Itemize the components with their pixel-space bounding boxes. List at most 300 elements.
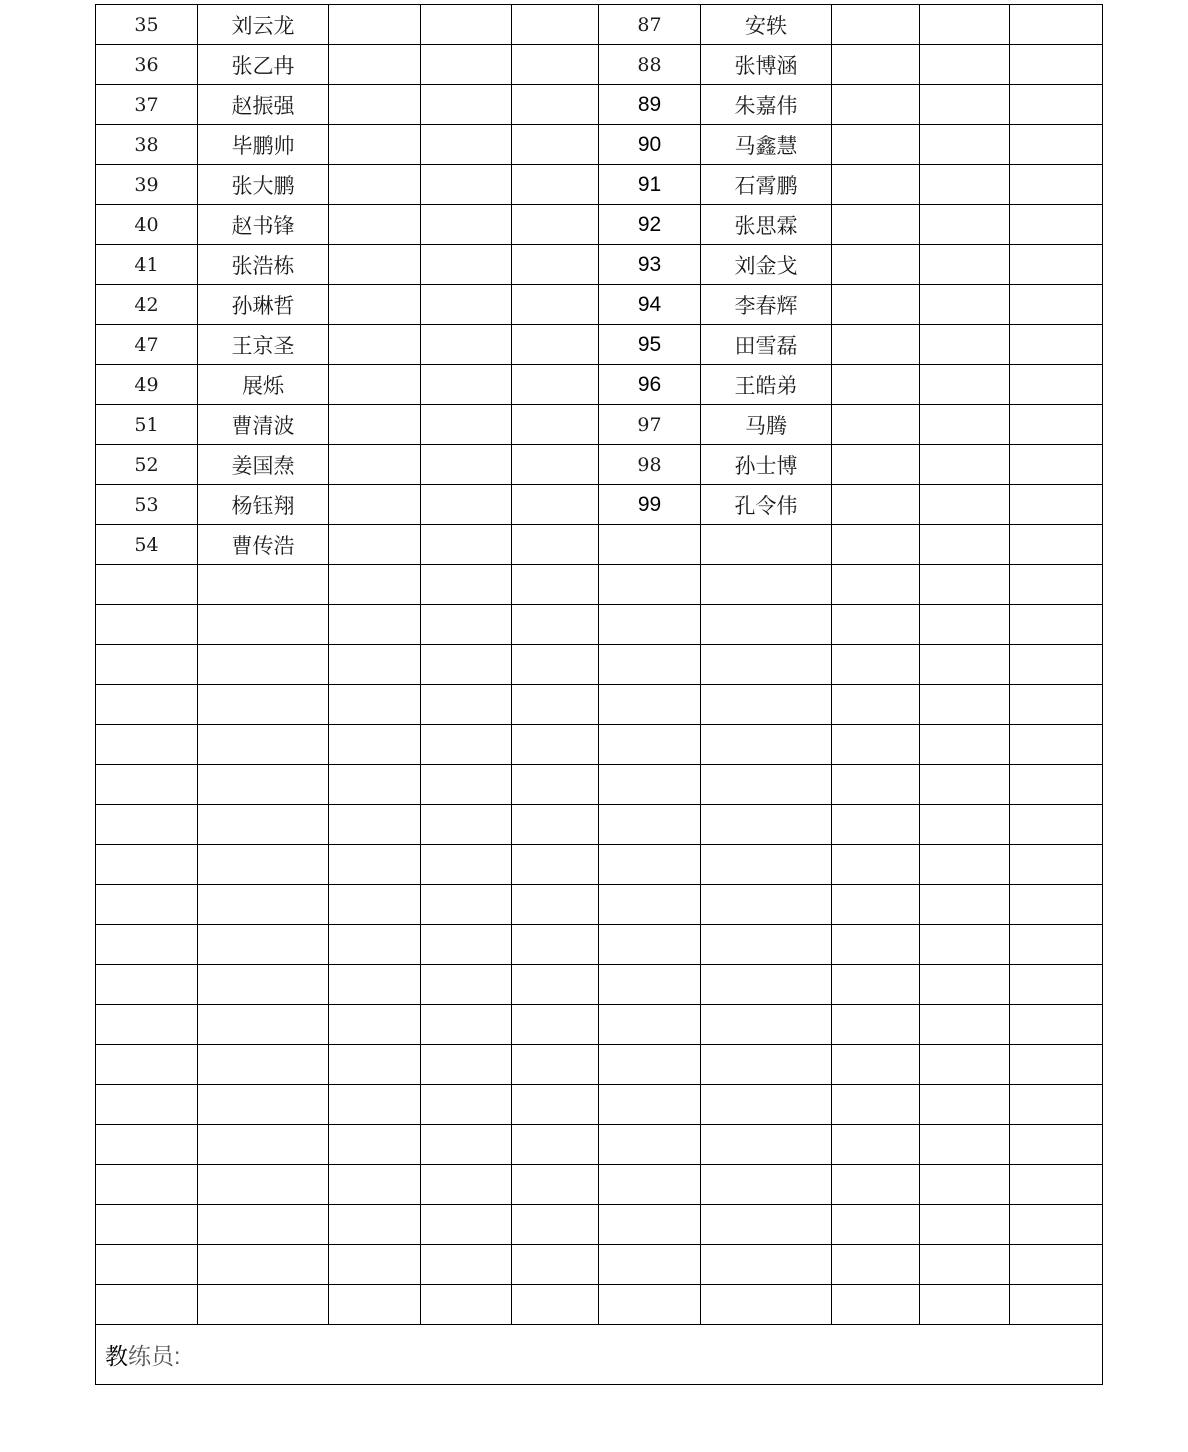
roster-table (95, 4, 1103, 1385)
player-name: 曹传浩 (198, 525, 329, 565)
player-name: 张大鹏 (198, 165, 329, 205)
empty-cell (96, 1085, 198, 1125)
player-name: 张思霖 (701, 205, 832, 245)
empty-cell (920, 1205, 1010, 1245)
empty-cell (421, 885, 512, 925)
empty-cell (329, 245, 421, 285)
empty-cell (832, 925, 920, 965)
table-row (96, 605, 1103, 645)
empty-cell (512, 845, 599, 885)
empty-cell (421, 725, 512, 765)
table-row (96, 325, 1103, 365)
empty-cell (512, 965, 599, 1005)
empty-cell (701, 645, 832, 685)
player-name: 张博涵 (701, 45, 832, 85)
empty-cell (599, 805, 701, 845)
player-name: 姜国焘 (198, 445, 329, 485)
empty-cell (1010, 485, 1103, 525)
empty-cell (920, 1245, 1010, 1285)
empty-cell (421, 45, 512, 85)
empty-cell (512, 45, 599, 85)
empty-cell (96, 1045, 198, 1085)
empty-cell (329, 445, 421, 485)
empty-cell (832, 1125, 920, 1165)
empty-cell (512, 1085, 599, 1125)
empty-cell (1010, 1245, 1103, 1285)
table-row (96, 925, 1103, 965)
empty-cell (329, 325, 421, 365)
empty-cell (1010, 645, 1103, 685)
empty-cell (1010, 365, 1103, 405)
empty-cell (512, 485, 599, 525)
empty-cell (512, 5, 599, 45)
empty-cell (329, 365, 421, 405)
empty-cell (512, 1245, 599, 1285)
empty-cell (329, 565, 421, 605)
player-number: 90 (599, 125, 701, 165)
empty-cell (1010, 125, 1103, 165)
empty-cell (920, 725, 1010, 765)
player-number: 88 (599, 45, 701, 85)
empty-cell (329, 965, 421, 1005)
empty-cell (512, 565, 599, 605)
empty-cell (512, 85, 599, 125)
table-row (96, 205, 1103, 245)
empty-cell (832, 765, 920, 805)
empty-cell (1010, 1205, 1103, 1245)
empty-cell (512, 1125, 599, 1165)
empty-cell (421, 1005, 512, 1045)
player-name: 王京圣 (198, 325, 329, 365)
empty-cell (329, 125, 421, 165)
table-row (96, 1205, 1103, 1245)
empty-cell (512, 765, 599, 805)
empty-cell (1010, 805, 1103, 845)
empty-cell (329, 605, 421, 645)
player-name: 张浩栋 (198, 245, 329, 285)
player-name: 马鑫慧 (701, 125, 832, 165)
empty-cell (198, 1205, 329, 1245)
empty-cell (198, 925, 329, 965)
empty-cell (832, 845, 920, 885)
empty-cell (832, 605, 920, 645)
empty-cell (96, 1005, 198, 1045)
empty-cell (701, 965, 832, 1005)
empty-cell (832, 245, 920, 285)
empty-cell (1010, 405, 1103, 445)
empty-cell (329, 205, 421, 245)
empty-cell (1010, 1125, 1103, 1165)
empty-cell (512, 925, 599, 965)
empty-cell (329, 885, 421, 925)
empty-cell (512, 165, 599, 205)
empty-cell (329, 1005, 421, 1045)
empty-cell (329, 645, 421, 685)
empty-cell (599, 925, 701, 965)
empty-cell (96, 1285, 198, 1325)
empty-cell (920, 925, 1010, 965)
empty-cell (920, 1045, 1010, 1085)
empty-cell (920, 405, 1010, 445)
empty-cell (421, 1085, 512, 1125)
empty-cell (599, 1085, 701, 1125)
table-row (96, 805, 1103, 845)
empty-cell (832, 365, 920, 405)
coach-label-first: 教 (105, 1343, 128, 1369)
empty-cell (329, 925, 421, 965)
player-name: 田雪磊 (701, 325, 832, 365)
player-number: 54 (96, 525, 198, 565)
coach-cell (96, 1325, 1103, 1385)
empty-cell (421, 125, 512, 165)
empty-cell (329, 85, 421, 125)
player-name: 王皓弟 (701, 365, 832, 405)
empty-cell (832, 885, 920, 925)
empty-cell (701, 1285, 832, 1325)
empty-cell (701, 765, 832, 805)
empty-cell (920, 245, 1010, 285)
player-name: 刘云龙 (198, 5, 329, 45)
empty-cell (701, 885, 832, 925)
coach-row (96, 1325, 1103, 1385)
roster-body (96, 5, 1103, 1325)
player-number: 39 (96, 165, 198, 205)
empty-cell (920, 45, 1010, 85)
empty-cell (96, 1165, 198, 1205)
player-number: 95 (599, 325, 701, 365)
coach-label-rest: 练员: (128, 1343, 181, 1369)
empty-cell (1010, 1045, 1103, 1085)
empty-cell (1010, 45, 1103, 85)
player-name: 马腾 (701, 405, 832, 445)
player-number: 94 (599, 285, 701, 325)
player-number: 92 (599, 205, 701, 245)
player-name: 展烁 (198, 365, 329, 405)
player-name: 赵振强 (198, 85, 329, 125)
table-row (96, 1005, 1103, 1045)
empty-cell (701, 1245, 832, 1285)
table-row (96, 405, 1103, 445)
empty-cell (920, 1085, 1010, 1125)
empty-cell (198, 805, 329, 845)
empty-cell (832, 1045, 920, 1085)
empty-cell (329, 845, 421, 885)
table-row (96, 645, 1103, 685)
player-name: 朱嘉伟 (701, 85, 832, 125)
empty-cell (329, 1125, 421, 1165)
empty-cell (920, 965, 1010, 1005)
empty-cell (421, 205, 512, 245)
empty-cell (198, 1165, 329, 1205)
empty-cell (832, 965, 920, 1005)
empty-cell (599, 845, 701, 885)
table-row (96, 1285, 1103, 1325)
empty-cell (1010, 1005, 1103, 1045)
empty-cell (96, 1205, 198, 1245)
empty-cell (512, 245, 599, 285)
empty-cell (512, 365, 599, 405)
empty-cell (701, 605, 832, 645)
empty-cell (329, 1245, 421, 1285)
player-number (599, 525, 701, 565)
empty-cell (920, 1005, 1010, 1045)
empty-cell (512, 605, 599, 645)
table-row (96, 445, 1103, 485)
empty-cell (198, 1125, 329, 1165)
empty-cell (832, 685, 920, 725)
empty-cell (920, 645, 1010, 685)
empty-cell (198, 1005, 329, 1045)
empty-cell (421, 85, 512, 125)
empty-cell (599, 565, 701, 605)
empty-cell (832, 1085, 920, 1125)
player-number: 40 (96, 205, 198, 245)
empty-cell (701, 805, 832, 845)
empty-cell (599, 885, 701, 925)
empty-cell (329, 485, 421, 525)
table-row (96, 845, 1103, 885)
empty-cell (1010, 925, 1103, 965)
empty-cell (198, 685, 329, 725)
empty-cell (1010, 325, 1103, 365)
player-number: 47 (96, 325, 198, 365)
empty-cell (96, 925, 198, 965)
empty-cell (920, 205, 1010, 245)
empty-cell (1010, 85, 1103, 125)
empty-cell (1010, 5, 1103, 45)
empty-cell (96, 645, 198, 685)
empty-cell (832, 45, 920, 85)
player-number: 96 (599, 365, 701, 405)
empty-cell (198, 1285, 329, 1325)
empty-cell (421, 165, 512, 205)
empty-cell (599, 645, 701, 685)
empty-cell (329, 1165, 421, 1205)
empty-cell (421, 525, 512, 565)
empty-cell (1010, 445, 1103, 485)
empty-cell (832, 85, 920, 125)
empty-cell (920, 85, 1010, 125)
player-number: 51 (96, 405, 198, 445)
table-row (96, 965, 1103, 1005)
empty-cell (599, 1045, 701, 1085)
empty-cell (920, 165, 1010, 205)
empty-cell (701, 1125, 832, 1165)
empty-cell (1010, 165, 1103, 205)
empty-cell (701, 1005, 832, 1045)
empty-cell (1010, 605, 1103, 645)
player-name: 孙士博 (701, 445, 832, 485)
empty-cell (512, 805, 599, 845)
empty-cell (701, 925, 832, 965)
empty-cell (421, 365, 512, 405)
empty-cell (421, 285, 512, 325)
table-row (96, 685, 1103, 725)
empty-cell (421, 1165, 512, 1205)
empty-cell (512, 1285, 599, 1325)
empty-cell (832, 1165, 920, 1205)
empty-cell (421, 805, 512, 845)
empty-cell (1010, 765, 1103, 805)
table-row (96, 765, 1103, 805)
empty-cell (512, 1045, 599, 1085)
player-name: 曹清波 (198, 405, 329, 445)
empty-cell (421, 245, 512, 285)
empty-cell (599, 685, 701, 725)
empty-cell (329, 725, 421, 765)
empty-cell (920, 1285, 1010, 1325)
empty-cell (198, 645, 329, 685)
empty-cell (832, 445, 920, 485)
empty-cell (920, 485, 1010, 525)
empty-cell (512, 1205, 599, 1245)
empty-cell (701, 565, 832, 605)
empty-cell (920, 285, 1010, 325)
empty-cell (512, 205, 599, 245)
table-row (96, 565, 1103, 605)
empty-cell (198, 1085, 329, 1125)
empty-cell (832, 325, 920, 365)
table-row (96, 525, 1103, 565)
player-number: 97 (599, 405, 701, 445)
empty-cell (832, 645, 920, 685)
empty-cell (599, 765, 701, 805)
empty-cell (599, 965, 701, 1005)
table-row (96, 285, 1103, 325)
empty-cell (198, 765, 329, 805)
player-number: 91 (599, 165, 701, 205)
empty-cell (421, 405, 512, 445)
player-name: 孔令伟 (701, 485, 832, 525)
player-name: 安轶 (701, 5, 832, 45)
player-number: 87 (599, 5, 701, 45)
empty-cell (512, 125, 599, 165)
empty-cell (198, 1045, 329, 1085)
empty-cell (421, 1285, 512, 1325)
player-name: 杨钰翔 (198, 485, 329, 525)
empty-cell (512, 1005, 599, 1045)
empty-cell (421, 765, 512, 805)
empty-cell (512, 645, 599, 685)
empty-cell (421, 605, 512, 645)
empty-cell (421, 645, 512, 685)
empty-cell (421, 1125, 512, 1165)
empty-cell (198, 845, 329, 885)
empty-cell (920, 605, 1010, 645)
empty-cell (701, 1165, 832, 1205)
player-name: 李春辉 (701, 285, 832, 325)
empty-cell (421, 845, 512, 885)
empty-cell (920, 885, 1010, 925)
empty-cell (920, 325, 1010, 365)
empty-cell (198, 1245, 329, 1285)
empty-cell (421, 5, 512, 45)
empty-cell (1010, 565, 1103, 605)
player-name: 孙琳哲 (198, 285, 329, 325)
table-row (96, 365, 1103, 405)
empty-cell (512, 405, 599, 445)
empty-cell (832, 485, 920, 525)
empty-cell (599, 1005, 701, 1045)
empty-cell (198, 565, 329, 605)
table-row (96, 245, 1103, 285)
empty-cell (1010, 685, 1103, 725)
table-row (96, 725, 1103, 765)
empty-cell (599, 1205, 701, 1245)
player-number: 53 (96, 485, 198, 525)
empty-cell (920, 565, 1010, 605)
empty-cell (512, 1165, 599, 1205)
empty-cell (96, 845, 198, 885)
player-name: 刘金戈 (701, 245, 832, 285)
empty-cell (701, 845, 832, 885)
empty-cell (421, 445, 512, 485)
empty-cell (96, 765, 198, 805)
empty-cell (96, 685, 198, 725)
empty-cell (329, 1085, 421, 1125)
empty-cell (421, 965, 512, 1005)
player-number: 93 (599, 245, 701, 285)
empty-cell (512, 445, 599, 485)
player-name: 张乙冉 (198, 45, 329, 85)
empty-cell (329, 1205, 421, 1245)
empty-cell (599, 1245, 701, 1285)
empty-cell (329, 1285, 421, 1325)
empty-cell (329, 45, 421, 85)
empty-cell (421, 485, 512, 525)
empty-cell (1010, 525, 1103, 565)
empty-cell (1010, 885, 1103, 925)
table-row (96, 1125, 1103, 1165)
empty-cell (1010, 965, 1103, 1005)
empty-cell (920, 1125, 1010, 1165)
table-row (96, 1245, 1103, 1285)
empty-cell (1010, 1085, 1103, 1125)
empty-cell (701, 1045, 832, 1085)
empty-cell (96, 605, 198, 645)
table-row (96, 1085, 1103, 1125)
empty-cell (96, 965, 198, 1005)
player-name (701, 525, 832, 565)
player-name: 石霄鹏 (701, 165, 832, 205)
empty-cell (198, 725, 329, 765)
table-row (96, 1045, 1103, 1085)
empty-cell (329, 685, 421, 725)
table-row (96, 85, 1103, 125)
player-number: 49 (96, 365, 198, 405)
empty-cell (701, 1085, 832, 1125)
empty-cell (920, 765, 1010, 805)
empty-cell (421, 325, 512, 365)
player-number: 42 (96, 285, 198, 325)
empty-cell (512, 525, 599, 565)
empty-cell (421, 1205, 512, 1245)
empty-cell (512, 725, 599, 765)
empty-cell (1010, 205, 1103, 245)
empty-cell (599, 605, 701, 645)
empty-cell (1010, 1285, 1103, 1325)
empty-cell (1010, 845, 1103, 885)
empty-cell (96, 725, 198, 765)
empty-cell (832, 285, 920, 325)
player-number: 38 (96, 125, 198, 165)
empty-cell (1010, 1165, 1103, 1205)
empty-cell (512, 885, 599, 925)
empty-cell (421, 1245, 512, 1285)
empty-cell (599, 1285, 701, 1325)
empty-cell (832, 165, 920, 205)
empty-cell (832, 525, 920, 565)
